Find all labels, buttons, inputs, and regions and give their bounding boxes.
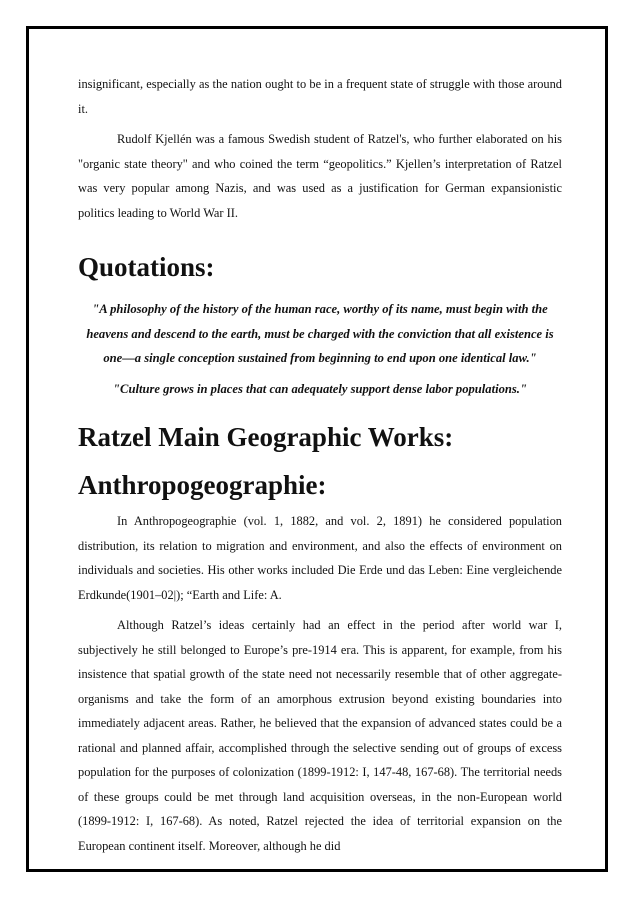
heading-main-works: Ratzel Main Geographic Works:	[78, 422, 454, 452]
paragraph-ratzel-ideas: Although Ratzel’s ideas certainly had an effect in the period after world war I, subjectively he still belonged to Europe’s pre-1914 era. This is apparent, for example, from his insistence that spatial growth of the state need not necessarily resemble that of other aggregate-organisms and take the form of an amorphous extrusion beyond existing boundaries into immediately adjacent areas. Rather, he believed that the expansion of advanced states could be a rational and planned affair, accomplished through the selective sending out of groups of excess population for the purposes of colonization (1899-1912: I, 147-48, 167-68). The territorial needs of these groups could be met through land acquisition overseas, in the non-European world (1899-1912: I, 167-68). As noted, Ratzel rejected the idea of territorial expansion on the European continent itself. Moreover, although he did	[78, 618, 562, 853]
paragraph-kjellen: Rudolf Kjellén was a famous Swedish student of Ratzel's, who further elaborated on his "organic state theory" and who coined the term “geopolitics.” Kjellen’s interpretation of Ratzel was very popular among Nazis, and was used as a justification for German expansionistic politics leading to World War II.	[78, 132, 562, 220]
paragraph-anthropogeographie: In Anthropogeographie (vol. 1, 1882, and vol. 2, 1891) he considered population distribution, its relation to migration and environment, and also the effects of environment on individuals and societies. His other works included Die Erde und das Leben: Eine vergleichende Erdkunde(1901–02|); “Earth and Life: A.	[78, 514, 562, 602]
heading-quotations: Quotations:	[78, 252, 215, 282]
heading-anthropogeographie: Anthropogeographie:	[78, 470, 327, 500]
document-body	[78, 72, 562, 858]
quote-culture: "Culture grows in places that can adequately support dense labor populations."	[113, 381, 527, 396]
quote-philosophy: "A philosophy of the history of the human race, worthy of its name, must begin with the heavens and descend to the earth, must be charged with the conviction that all existence is one—a single conception sustained from beginning to end upon one identical law."	[86, 302, 554, 365]
paragraph-continuation: insignificant, especially as the nation ought to be in a frequent state of struggle with those around it.	[78, 77, 562, 116]
